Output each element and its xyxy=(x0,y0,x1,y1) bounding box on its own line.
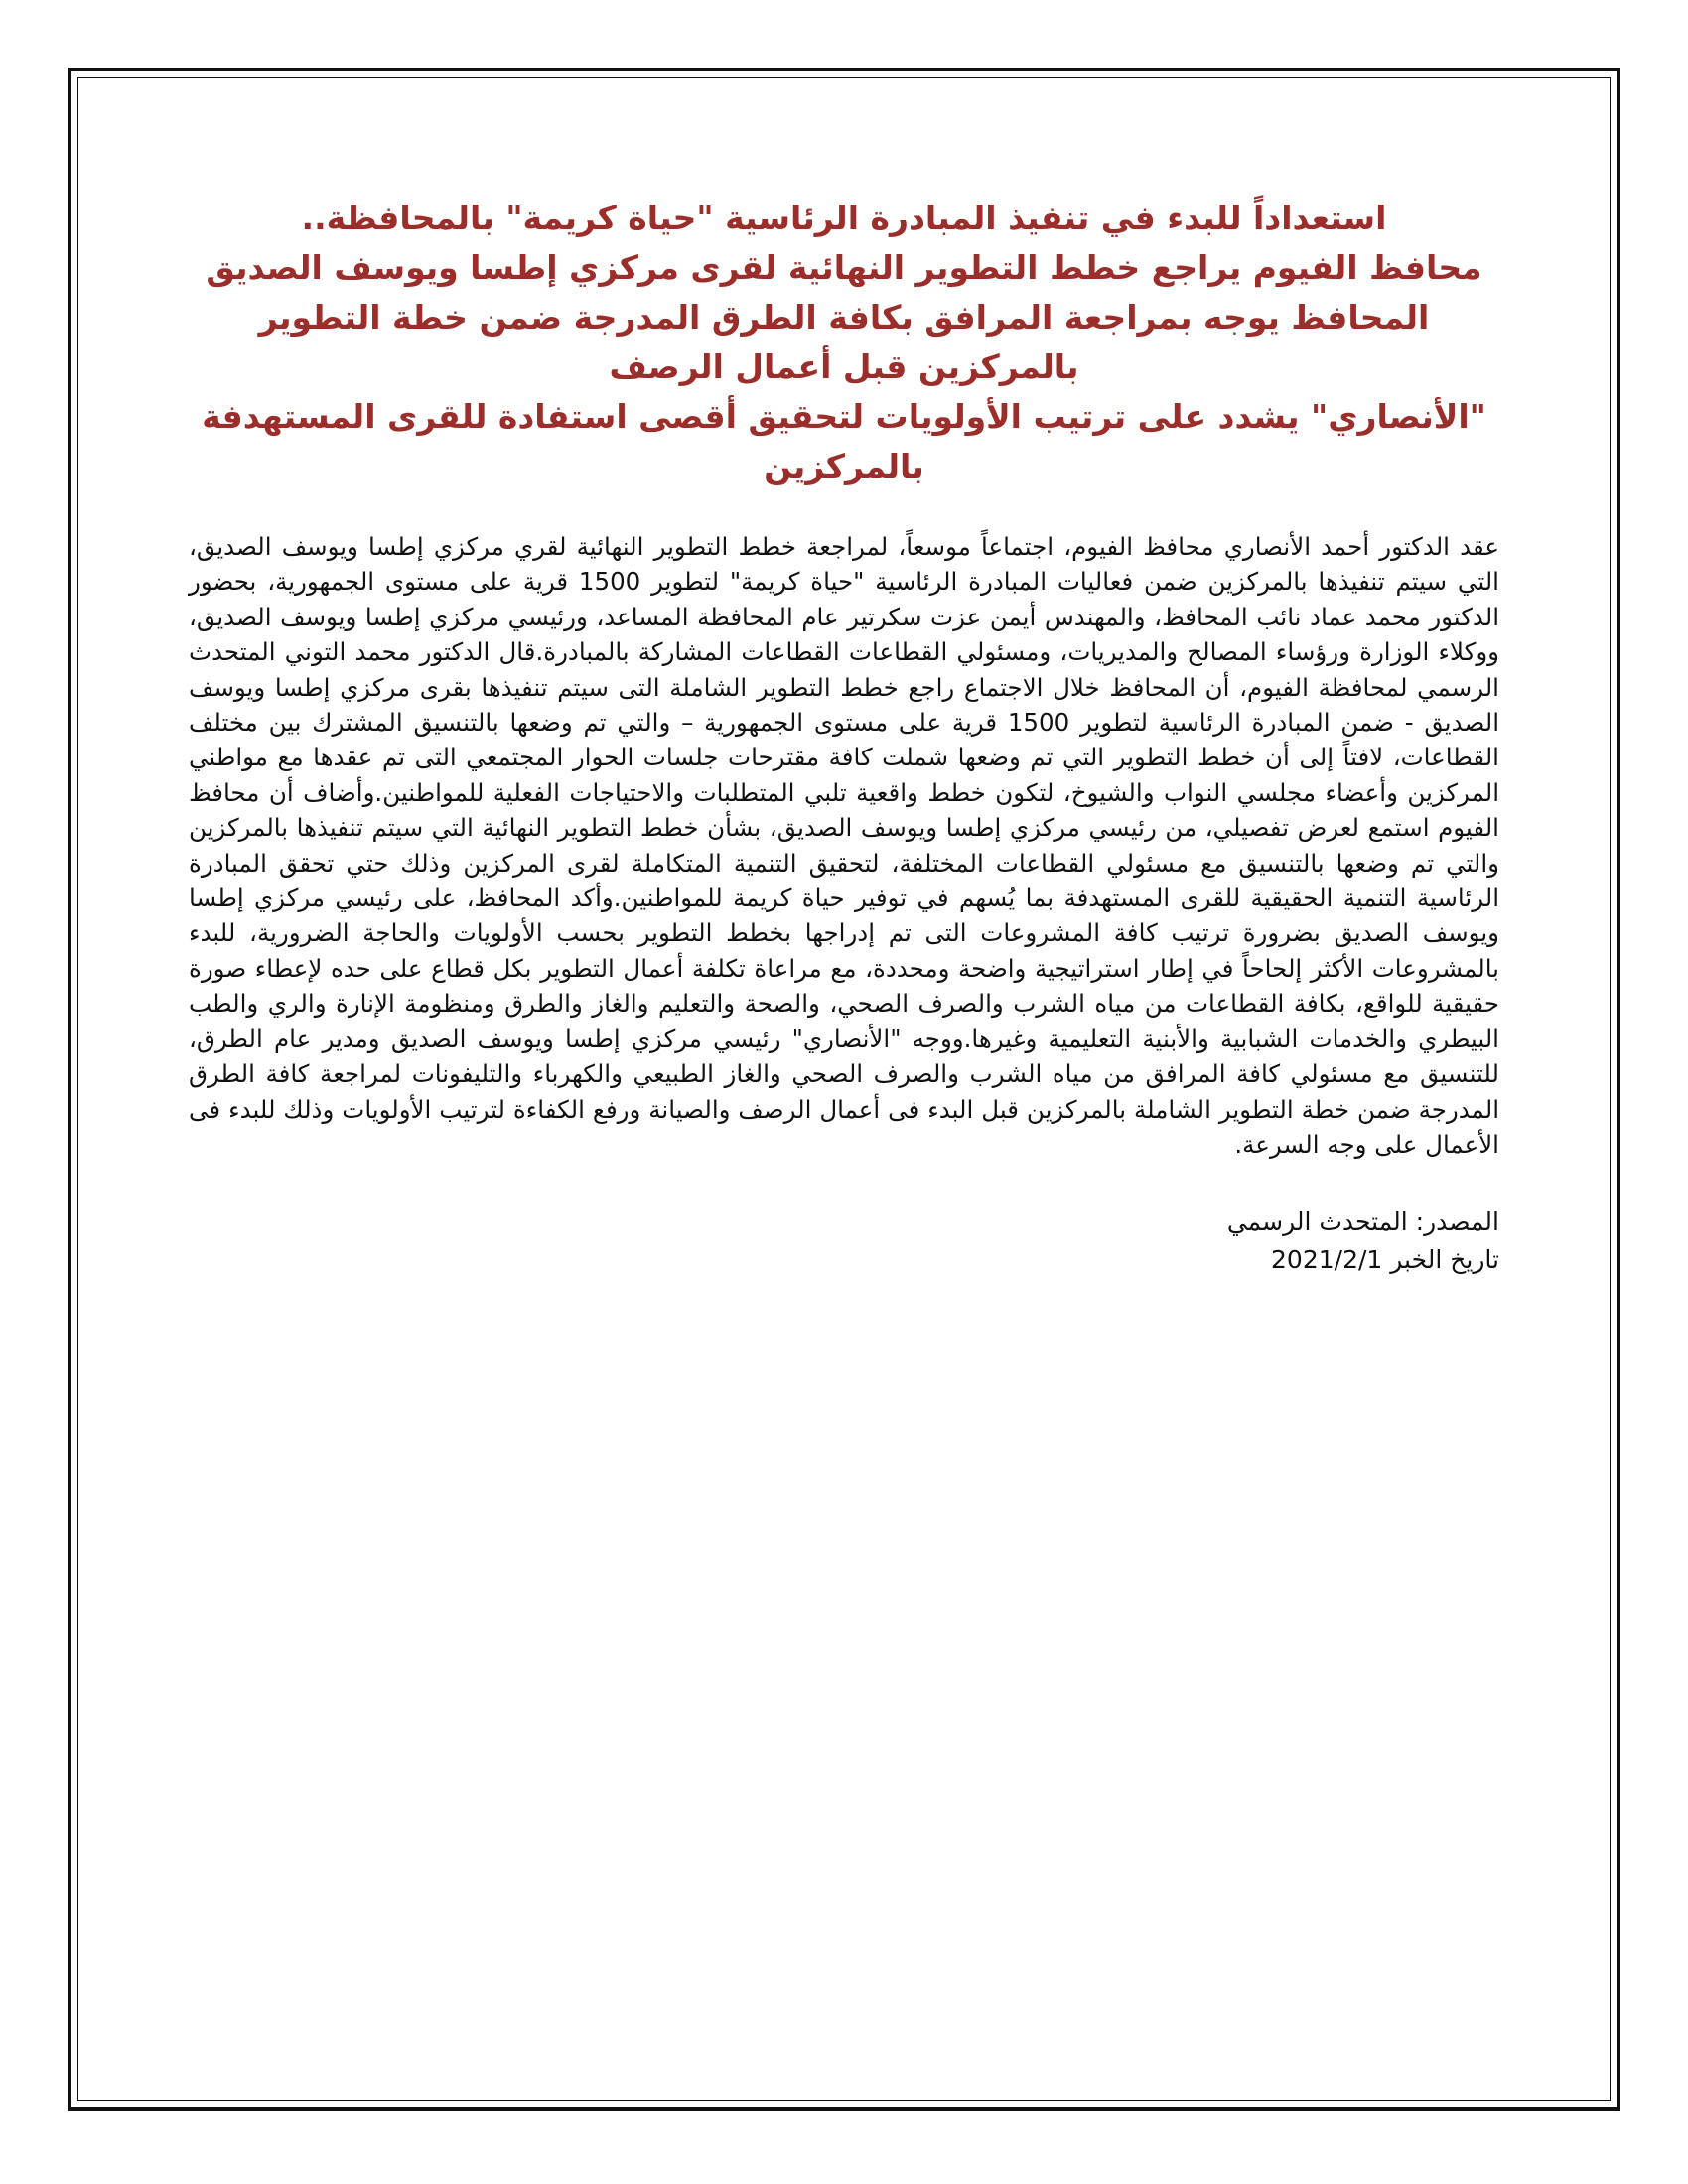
headline-line: بالمركزين xyxy=(764,447,924,485)
headline-line: "الأنصاري" يشدد على ترتيب الأولويات لتحقيق أقصى استفادة للقرى المستهدفة xyxy=(202,397,1486,436)
headline-line: محافظ الفيوم يراجع خطط التطوير النهائية لقرى مركزي إطسا ويوسف الصديق xyxy=(206,248,1482,287)
press-release xyxy=(189,194,1499,1279)
article-body: عقد الدكتور أحمد الأنصاري محافظ الفيوم، اجتماعاً موسعاً، لمراجعة خطط التطوير النهائية لقري مركزي إطسا ويوسف الصديق، التي سيتم تنفيذها بالمركزين ضمن فعاليات المبادرة الرئاسية "حياة كريمة" لتطوير 1500 قرية على مستوى الجمهورية، بحضور الدكتور محمد عماد نائب المحافظ، والمهندس أيمن عزت سكرتير عام المحافظة المساعد، ورئيسي مركزي إطسا ويوسف الصديق، ووكلاء الوزارة ورؤساء المصالح والمديريات، ومسئولي القطاعات القطاعات المشاركة بالمبادرة.قال الدكتور محمد التوني المتحدث الرسمي لمحافظة الفيوم، أن المحافظ خلال الاجتماع راجع خطط التطوير الشاملة التى سيتم تنفيذها بقرى مركزي إطسا ويوسف الصديق - ضمن المبادرة الرئاسية لتطوير 1500 قرية على مستوى الجمهورية – والتي تم وضعها بالتنسيق المشترك بين مختلف القطاعات، لافتاً إلى أن خطط التطوير التي تم وضعها شملت كافة مقترحات جلسات الحوار المجتمعي التى تم عقدها مع مواطني المركزين وأعضاء مجلسي النواب والشيوخ، لتكون خطط واقعية تلبي المتطلبات والاحتياجات الفعلية للمواطنين.وأضاف أن محافظ الفيوم استمع لعرض تفصيلي، من رئيسي مركزي إطسا ويوسف الصديق، بشأن خطط التطوير النهائية التي سيتم تنفيذها بالمركزين والتي تم وضعها بالتنسيق مع مسئولي القطاعات المختلفة، لتحقيق التنمية المتكاملة لقرى المركزين وذلك حتي تحقق المبادرة الرئاسية التنمية الحقيقية للقرى المستهدفة بما يُسهم في توفير حياة كريمة للمواطنين.وأكد المحافظ، على رئيسي مركزي إطسا ويوسف الصديق بضرورة ترتيب كافة المشروعات التى تم إدراجها بخطط التطوير بحسب الأولويات والحاجة الضرورية، للبدء بالمشروعات الأكثر إلحاحاً في إطار استراتيجية واضحة ومحددة، مع مراعاة تكلفة أعمال التطوير بكل قطاع على حده لإعطاء صورة حقيقية للواقع، بكافة القطاعات من مياه الشرب والصرف الصحي، والصحة والتعليم والغاز والطرق ومنظومة الإنارة والري والطب البيطري والخدمات الشبابية والأبنية التعليمية وغيرها.ووجه "الأنصاري" رئيسي مركزي إطسا ويوسف الصديق ومدير عام الطرق، للتنسيق مع مسئولي كافة المرافق من مياه الشرب والصرف الصحي والغاز الطبيعي والكهرباء والتليفونات لمراجعة كافة الطرق المدرجة ضمن خطة التطوير الشاملة بالمركزين قبل البدء فى أعمال الرصف والصيانة ورفع الكفاءة لترتيب الأولويات وذلك للبدء فى الأعمال على وجه السرعة. xyxy=(189,532,1500,1159)
article-footer xyxy=(189,1203,1499,1279)
headline-line: المحافظ يوجه بمراجعة المرافق بكافة الطرق المدرجة ضمن خطة التطوير xyxy=(258,298,1430,337)
source-line: المصدر: المتحدث الرسمي xyxy=(1226,1207,1499,1237)
headline-block xyxy=(189,194,1499,491)
headline-line: استعداداً للبدء في تنفيذ المبادرة الرئاسية "حياة كريمة" بالمحافظة.. xyxy=(301,199,1387,237)
headline-line: بالمركزين قبل أعمال الرصف xyxy=(609,347,1079,386)
date-line: تاريخ الخبر 2021/2/1 xyxy=(1271,1245,1499,1275)
